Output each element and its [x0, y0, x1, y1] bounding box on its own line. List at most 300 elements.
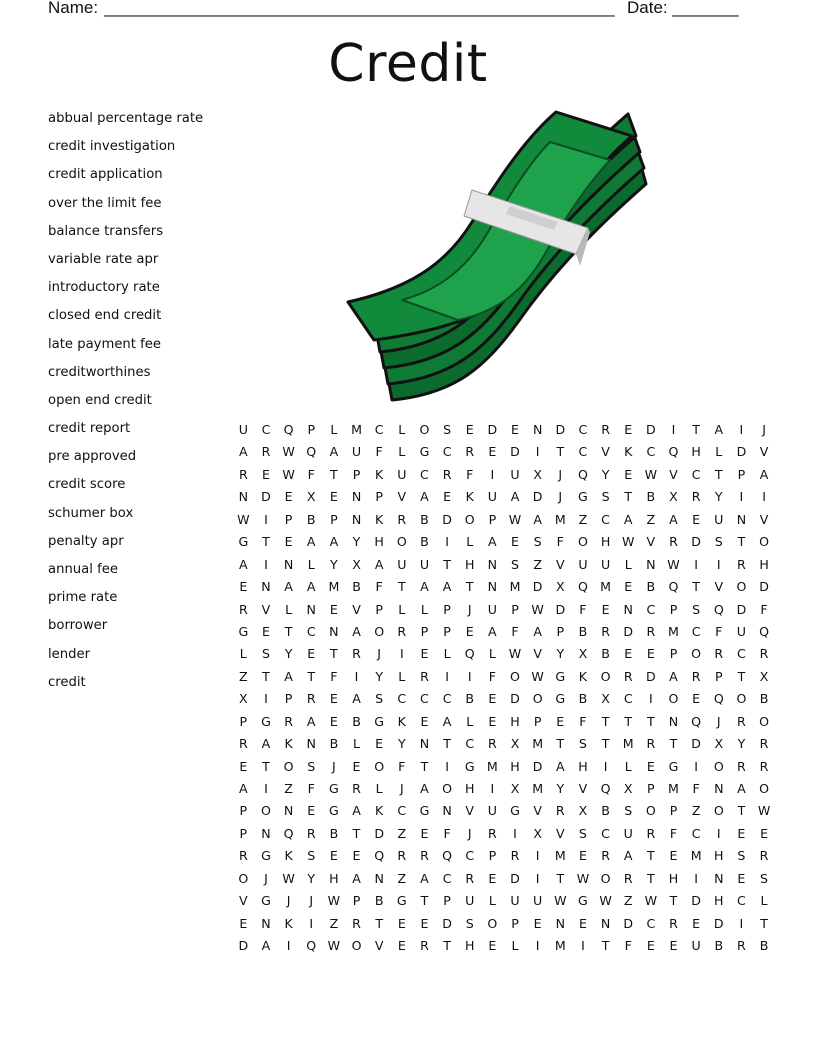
- grid-letter: A: [442, 713, 452, 729]
- grid-letter: N: [261, 579, 271, 595]
- word-list-item: abbual percentage rate: [48, 111, 204, 126]
- grid-letter: L: [398, 601, 406, 617]
- grid-letter: E: [488, 870, 497, 886]
- grid-letter: R: [420, 848, 429, 864]
- grid-letter: I: [264, 691, 268, 707]
- header-line: [48, 0, 748, 19]
- grid-letter: O: [577, 534, 588, 550]
- grid-letter: N: [306, 601, 316, 617]
- word-list-item: penalty apr: [48, 533, 124, 549]
- grid-letter: L: [488, 646, 496, 662]
- grid-letter: M: [532, 781, 544, 796]
- grid-letter: O: [736, 691, 747, 707]
- grid-letter: U: [487, 489, 497, 505]
- grid-row: [232, 556, 772, 578]
- grid-letter: D: [510, 444, 520, 460]
- grid-letter: W: [282, 870, 295, 886]
- grid-letter: R: [306, 691, 316, 707]
- grid-letter: C: [397, 803, 407, 819]
- grid-letter: A: [306, 534, 316, 550]
- grid-letter: M: [486, 758, 498, 774]
- grid-letter: B: [352, 579, 361, 595]
- grid-letter: E: [239, 915, 248, 931]
- grid-letter: X: [533, 825, 542, 841]
- grid-letter: L: [715, 444, 723, 460]
- grid-letter: H: [691, 444, 701, 460]
- grid-letter: F: [375, 444, 383, 460]
- word-list-item: creditworthines: [48, 364, 151, 380]
- grid-row: [232, 421, 772, 443]
- grid-letter: R: [510, 848, 520, 864]
- grid-letter: V: [465, 803, 475, 819]
- grid-letter: F: [692, 781, 700, 796]
- grid-row: [232, 645, 772, 667]
- grid-letter: T: [669, 736, 678, 752]
- grid-letter: C: [623, 691, 633, 707]
- grid-letter: L: [760, 893, 768, 909]
- grid-letter: E: [352, 758, 361, 774]
- word-list-item: late payment fee: [48, 336, 162, 352]
- grid-letter: B: [646, 579, 656, 595]
- grid-letter: A: [669, 668, 678, 684]
- grid-letter: F: [307, 781, 315, 796]
- grid-letter: S: [443, 422, 452, 437]
- grid-letter: E: [488, 444, 497, 460]
- grid-letter: W: [644, 893, 658, 909]
- grid-letter: I: [264, 781, 268, 796]
- grid-letter: G: [555, 668, 566, 684]
- grid-letter: U: [487, 803, 497, 819]
- grid-letter: I: [354, 668, 359, 684]
- grid-letter: O: [600, 870, 611, 886]
- grid-letter: H: [714, 848, 724, 864]
- grid-letter: D: [261, 489, 271, 505]
- grid-letter: L: [624, 758, 632, 774]
- grid-letter: V: [759, 511, 769, 527]
- grid-letter: W: [531, 668, 544, 684]
- grid-letter: P: [714, 668, 723, 684]
- grid-letter: U: [487, 601, 497, 617]
- word-list-item: credit investigation: [48, 139, 176, 155]
- grid-letter: W: [599, 893, 612, 909]
- grid-letter: E: [420, 713, 429, 729]
- grid-letter: E: [420, 915, 429, 931]
- grid-letter: I: [445, 534, 449, 550]
- grid-letter: L: [330, 422, 338, 437]
- grid-letter: G: [238, 623, 249, 639]
- grid-letter: S: [578, 825, 587, 841]
- grid-letter: M: [668, 623, 679, 639]
- grid-letter: P: [556, 623, 565, 639]
- grid-letter: C: [691, 623, 701, 639]
- grid-letter: P: [239, 713, 248, 729]
- grid-letter: M: [532, 736, 544, 752]
- grid-letter: U: [533, 893, 543, 909]
- grid-letter: A: [488, 623, 497, 639]
- grid-letter: A: [623, 848, 633, 864]
- grid-letter: P: [669, 601, 678, 617]
- grid-letter: N: [487, 556, 498, 572]
- word-list-item: borrower: [48, 618, 108, 634]
- grid-letter: T: [669, 893, 678, 909]
- grid-letter: R: [737, 713, 746, 729]
- grid-letter: Y: [601, 466, 610, 482]
- grid-letter: D: [510, 691, 520, 707]
- grid-letter: X: [669, 489, 678, 505]
- grid-letter: V: [533, 803, 542, 819]
- grid-letter: K: [397, 713, 406, 729]
- grid-letter: O: [374, 758, 385, 774]
- grid-letter: O: [645, 803, 656, 819]
- grid-letter: P: [375, 489, 383, 505]
- grid-letter: T: [737, 534, 746, 550]
- grid-letter: O: [374, 623, 385, 639]
- grid-letter: T: [556, 444, 565, 460]
- grid-letter: B: [465, 691, 475, 707]
- grid-letter: P: [443, 623, 451, 639]
- grid-letter: I: [535, 444, 540, 460]
- grid-letter: F: [488, 668, 496, 684]
- grid-letter: C: [465, 736, 475, 752]
- grid-letter: H: [464, 781, 475, 796]
- grid-letter: C: [646, 601, 656, 617]
- grid-letter: D: [442, 511, 452, 527]
- grid-letter: C: [397, 691, 407, 707]
- grid-letter: D: [555, 422, 566, 437]
- grid-letter: D: [532, 579, 543, 595]
- grid-letter: I: [490, 781, 495, 796]
- grid-letter: I: [716, 556, 721, 572]
- grid-letter: D: [510, 870, 520, 886]
- grid-row: [232, 466, 772, 488]
- date-label: Date:: [627, 0, 668, 17]
- grid-letter: W: [554, 893, 567, 909]
- grid-letter: J: [309, 893, 314, 909]
- grid-letter: H: [464, 556, 475, 572]
- grid-letter: K: [284, 915, 293, 931]
- grid-letter: O: [487, 915, 498, 931]
- grid-letter: C: [442, 691, 452, 707]
- grid-letter: L: [466, 534, 474, 550]
- grid-letter: J: [377, 646, 382, 662]
- grid-letter: V: [352, 601, 361, 617]
- grid-letter: Z: [533, 556, 542, 572]
- grid-letter: R: [238, 601, 248, 617]
- grid-letter: Q: [374, 848, 385, 864]
- grid-letter: O: [238, 870, 249, 886]
- grid-letter: H: [714, 893, 724, 909]
- grid-letter: I: [535, 848, 540, 864]
- grid-letter: B: [306, 511, 316, 527]
- grid-letter: O: [510, 668, 520, 684]
- grid-letter: E: [646, 646, 655, 662]
- grid-letter: E: [533, 915, 542, 931]
- word-list-item: lender: [48, 646, 91, 662]
- grid-letter: P: [352, 466, 361, 482]
- grid-letter: A: [352, 870, 361, 886]
- grid-letter: E: [284, 489, 293, 505]
- grid-letter: R: [238, 736, 248, 752]
- grid-letter: A: [737, 781, 746, 796]
- grid-letter: S: [737, 848, 746, 864]
- grid-letter: D: [238, 938, 249, 954]
- grid-letter: E: [488, 691, 497, 707]
- grid-letter: F: [443, 825, 451, 841]
- grid-letter: R: [737, 938, 746, 954]
- date-line: _______: [672, 0, 739, 17]
- grid-letter: R: [352, 915, 361, 931]
- grid-letter: Y: [556, 781, 565, 796]
- grid-letter: P: [669, 803, 678, 819]
- grid-letter: X: [306, 489, 316, 505]
- grid-letter: A: [623, 511, 633, 527]
- name-line: ______________________________________________________: [104, 0, 615, 17]
- grid-row: [232, 825, 772, 847]
- grid-letter: N: [261, 825, 271, 841]
- grid-letter: Q: [713, 691, 724, 707]
- grid-letter: I: [445, 758, 449, 774]
- grid-letter: K: [284, 848, 293, 864]
- grid-row: [232, 870, 772, 892]
- grid-letter: R: [352, 781, 361, 796]
- grid-letter: Y: [714, 489, 723, 505]
- grid-letter: B: [578, 691, 588, 707]
- grid-letter: V: [759, 444, 769, 460]
- grid-letter: V: [374, 938, 384, 954]
- grid-letter: J: [762, 422, 766, 437]
- grid-letter: R: [759, 848, 769, 864]
- grid-letter: J: [332, 758, 336, 774]
- grid-letter: T: [262, 758, 270, 774]
- grid-row: [232, 443, 772, 465]
- grid-letter: H: [759, 556, 769, 572]
- grid-letter: E: [624, 579, 633, 595]
- grid-letter: E: [397, 915, 406, 931]
- grid-letter: F: [398, 758, 406, 774]
- grid-row: [232, 780, 772, 802]
- grid-letter: Z: [397, 870, 407, 886]
- grid-letter: A: [533, 623, 542, 639]
- grid-letter: A: [374, 556, 384, 572]
- word-list-item: introductory rate: [48, 280, 160, 296]
- grid-letter: Q: [759, 623, 770, 639]
- grid-letter: E: [420, 646, 429, 662]
- grid-letter: D: [374, 825, 385, 841]
- grid-letter: U: [419, 556, 430, 572]
- grid-letter: S: [714, 534, 723, 550]
- grid-letter: D: [487, 422, 498, 437]
- grid-letter: D: [691, 736, 701, 752]
- grid-letter: C: [646, 915, 656, 931]
- grid-letter: O: [736, 579, 747, 595]
- grid-letter: J: [467, 601, 472, 617]
- grid-letter: C: [578, 444, 588, 460]
- grid-letter: E: [737, 825, 746, 841]
- grid-letter: H: [510, 713, 520, 729]
- grid-letter: Y: [375, 668, 384, 684]
- grid-letter: G: [668, 758, 679, 774]
- grid-letter: T: [352, 825, 361, 841]
- word-list-item: balance transfers: [48, 223, 164, 239]
- grid-letter: F: [511, 623, 519, 639]
- grid-letter: H: [668, 870, 679, 886]
- grid-letter: Z: [329, 915, 339, 931]
- grid-letter: P: [511, 601, 519, 617]
- grid-letter: U: [465, 893, 475, 909]
- grid-letter: A: [306, 713, 316, 729]
- grid-row: [232, 511, 772, 533]
- grid-letter: L: [353, 736, 361, 752]
- grid-letter: R: [397, 848, 407, 864]
- grid-letter: R: [601, 848, 610, 864]
- grid-letter: G: [261, 848, 271, 864]
- grid-letter: T: [420, 758, 429, 774]
- grid-letter: O: [668, 691, 679, 707]
- grid-row: [232, 623, 772, 645]
- grid-letter: E: [692, 691, 701, 707]
- grid-letter: E: [556, 713, 565, 729]
- grid-letter: S: [261, 646, 270, 662]
- word-list-item: closed end credit: [48, 308, 162, 324]
- grid-letter: V: [578, 781, 588, 796]
- grid-letter: E: [397, 938, 406, 954]
- grid-letter: Q: [577, 579, 588, 595]
- grid-letter: H: [510, 758, 520, 774]
- grid-letter: Z: [284, 781, 293, 796]
- grid-letter: U: [600, 556, 611, 572]
- grid-letter: P: [488, 848, 497, 864]
- grid-letter: P: [239, 825, 248, 841]
- grid-letter: P: [669, 646, 678, 662]
- grid-letter: L: [285, 601, 293, 617]
- grid-letter: C: [578, 422, 588, 437]
- grid-letter: A: [420, 781, 429, 796]
- grid-letter: R: [623, 870, 633, 886]
- grid-letter: E: [329, 601, 338, 617]
- grid-letter: L: [624, 556, 632, 572]
- grid-row: [232, 892, 772, 914]
- grid-letter: C: [374, 422, 384, 437]
- word-list-item: pre approved: [48, 449, 137, 465]
- grid-letter: R: [601, 623, 610, 639]
- grid-letter: P: [307, 422, 316, 437]
- grid-letter: G: [329, 781, 339, 796]
- grid-letter: K: [284, 736, 293, 752]
- grid-letter: M: [600, 579, 611, 595]
- grid-letter: C: [442, 444, 452, 460]
- grid-letter: I: [762, 489, 766, 505]
- grid-letter: B: [601, 646, 610, 662]
- grid-letter: O: [442, 781, 453, 796]
- grid-letter: E: [352, 848, 361, 864]
- grid-letter: V: [555, 556, 565, 572]
- grid-letter: R: [487, 736, 497, 752]
- grid-letter: Q: [668, 444, 679, 460]
- grid-letter: O: [351, 938, 362, 954]
- grid-letter: A: [420, 579, 429, 595]
- word-list-item: open end credit: [48, 392, 152, 408]
- grid-letter: D: [713, 915, 724, 931]
- grid-letter: C: [691, 825, 701, 841]
- grid-letter: I: [648, 691, 653, 707]
- grid-letter: O: [759, 713, 770, 729]
- grid-letter: O: [713, 803, 724, 819]
- grid-letter: N: [600, 915, 611, 931]
- grid-letter: B: [329, 736, 339, 752]
- grid-letter: V: [646, 534, 656, 550]
- grid-letter: H: [578, 758, 588, 774]
- grid-letter: N: [714, 781, 724, 796]
- grid-letter: Z: [397, 825, 407, 841]
- grid-letter: C: [442, 870, 452, 886]
- grid-letter: T: [262, 668, 270, 684]
- grid-letter: M: [554, 848, 566, 864]
- grid-row: [232, 668, 772, 690]
- grid-letter: E: [578, 848, 587, 864]
- grid-letter: E: [511, 422, 519, 437]
- grid-letter: M: [328, 579, 340, 595]
- grid-letter: C: [306, 623, 316, 639]
- grid-letter: S: [578, 736, 587, 752]
- word-list-item: prime rate: [48, 590, 118, 606]
- grid-letter: R: [669, 915, 678, 931]
- grid-letter: Q: [713, 601, 724, 617]
- grid-letter: N: [283, 803, 294, 819]
- grid-letter: R: [714, 646, 724, 662]
- grid-letter: K: [375, 511, 384, 527]
- grid-letter: E: [465, 422, 474, 437]
- grid-letter: P: [284, 511, 293, 527]
- grid-letter: N: [351, 511, 362, 527]
- grid-letter: I: [739, 489, 744, 505]
- grid-letter: I: [535, 938, 540, 954]
- grid-letter: Y: [737, 736, 746, 752]
- grid-letter: A: [759, 466, 769, 482]
- grid-letter: E: [239, 579, 248, 595]
- grid-letter: T: [647, 713, 655, 729]
- grid-letter: F: [466, 466, 474, 482]
- grid-letter: T: [443, 556, 451, 572]
- grid-letter: F: [579, 713, 587, 729]
- grid-letter: O: [691, 646, 702, 662]
- grid-letter: L: [398, 668, 406, 684]
- grid-letter: W: [576, 870, 590, 886]
- grid-letter: Y: [556, 646, 565, 662]
- grid-letter: P: [284, 691, 293, 707]
- grid-letter: B: [714, 938, 724, 954]
- grid-letter: N: [487, 579, 498, 595]
- grid-letter: N: [532, 422, 543, 437]
- grid-letter: W: [508, 511, 522, 527]
- grid-letter: D: [736, 444, 747, 460]
- grid-letter: J: [558, 489, 563, 505]
- grid-letter: F: [375, 579, 383, 595]
- grid-letter: P: [533, 713, 542, 729]
- grid-letter: R: [420, 938, 429, 954]
- grid-letter: I: [467, 668, 472, 684]
- money-stack-icon: [340, 104, 660, 404]
- grid-letter: D: [623, 915, 634, 931]
- grid-letter: E: [261, 466, 270, 482]
- grid-letter: J: [264, 870, 268, 886]
- grid-letter: A: [714, 422, 724, 437]
- grid-letter: I: [716, 825, 721, 841]
- grid-letter: P: [488, 511, 497, 527]
- grid-letter: A: [261, 938, 271, 954]
- grid-letter: E: [511, 534, 519, 550]
- grid-letter: I: [309, 915, 314, 931]
- grid-letter: T: [760, 915, 768, 931]
